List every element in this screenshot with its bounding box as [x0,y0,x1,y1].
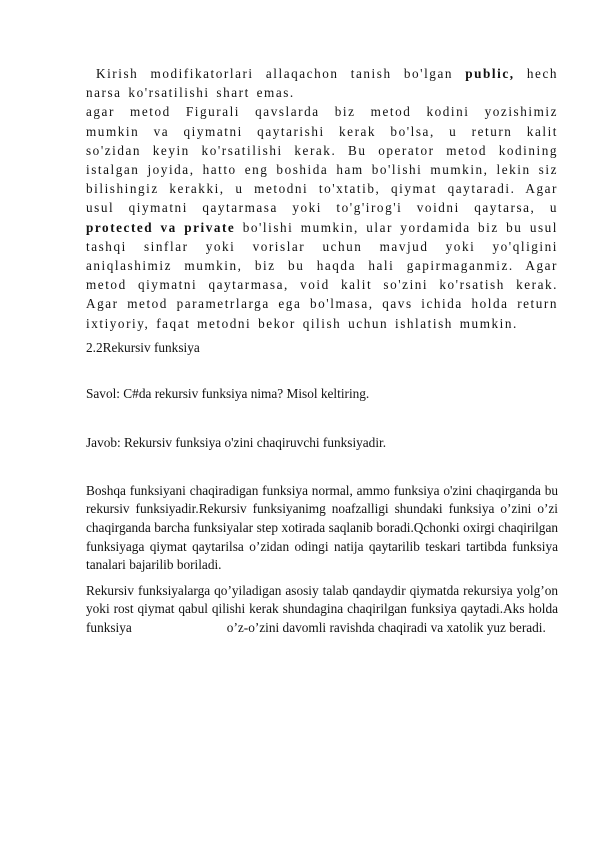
answer-text: Javob: Rekursiv funksiya o'zini chaqiruvchi funksiyadir. [86,434,387,450]
paragraph-recursion-explanation: Boshqa funksiyani chaqiradigan funksiya normal, ammo funksiya o'zini chaqirganda bu rekursiv funksiyadir.Rekursiv funksiyanimg noafzalligi shundaki funksiya o’zini o’zi chaqirganda barcha funksiyalar step xotirada saqlanib boradi.Qchonki oxirgi chaqirilgan funksiyaga qiymat qaytarilsa o’zidan odingi natija qaytarilib teskari tartibda funksiya tanalari bajarilib boriladi. [86,482,558,573]
paragraph-body: agar metod Figurali qavslarda biz metod kodini yozishimiz mumkin va qiymatni qaytarishi kerak bo'lsa, u return kalit so'zidan keyin ko'rsatilishi kerak. Bu operator metod kodining istalgan joyida, hatto eng boshida ham bo'lishi mumkin, lekin siz bilishingiz kerakki, u metodni to'xtatib, qiymat qaytaradi. Agar usul qiymatni qaytarmasa yoki to'g'irog'i voidni qaytarsa, u protected va private bo'lishi mumkin, ular yordamida biz bu usul tashqi sinflar yoki vorislar uchun mavjud yoki yo'qligini aniqlashimiz mumkin, biz bu haqda hali gapirmaganmiz. Agar metod qiymatni qaytarmasa, void kalit so'zini ko'rsatish kerak. Agar metod parametrlarga ega bo'lmasa, qavs ichida holda return ixtiyoriy, faqat metodni bekor qilish uchun ishlatish mumkin. [86,104,558,331]
section-heading: 2.2Rekursiv funksiya [86,339,200,355]
paragraph-second-line: narsa ko'rsatilishi shart emas. [86,85,295,101]
paragraph-recursion-requirement: Rekursiv funksiyalarga qo’yiladigan asosiy talab qandaydir qiymatda rekursiya yolg’on yoki rost qiymat qabul qilishi kerak shundagina chaqirilgan funksiya qaytadi.Aks holda funksiya o’z-o’zini davomli ravishda chaqiradi va xatolik yuz beradi. [86,582,558,635]
question-text: Savol: C#da rekursiv funksiya nima? Misol keltiring. [86,385,370,401]
document-page [86,64,558,638]
keyword-public: public, [465,66,515,81]
paragraph-first-line: Kirish modifikatorlari allaqachon tanish bo'lgan public, hech [96,66,558,81]
keyword-protected-private: protected va private [86,219,236,235]
paragraph-access-modifiers [86,64,558,333]
